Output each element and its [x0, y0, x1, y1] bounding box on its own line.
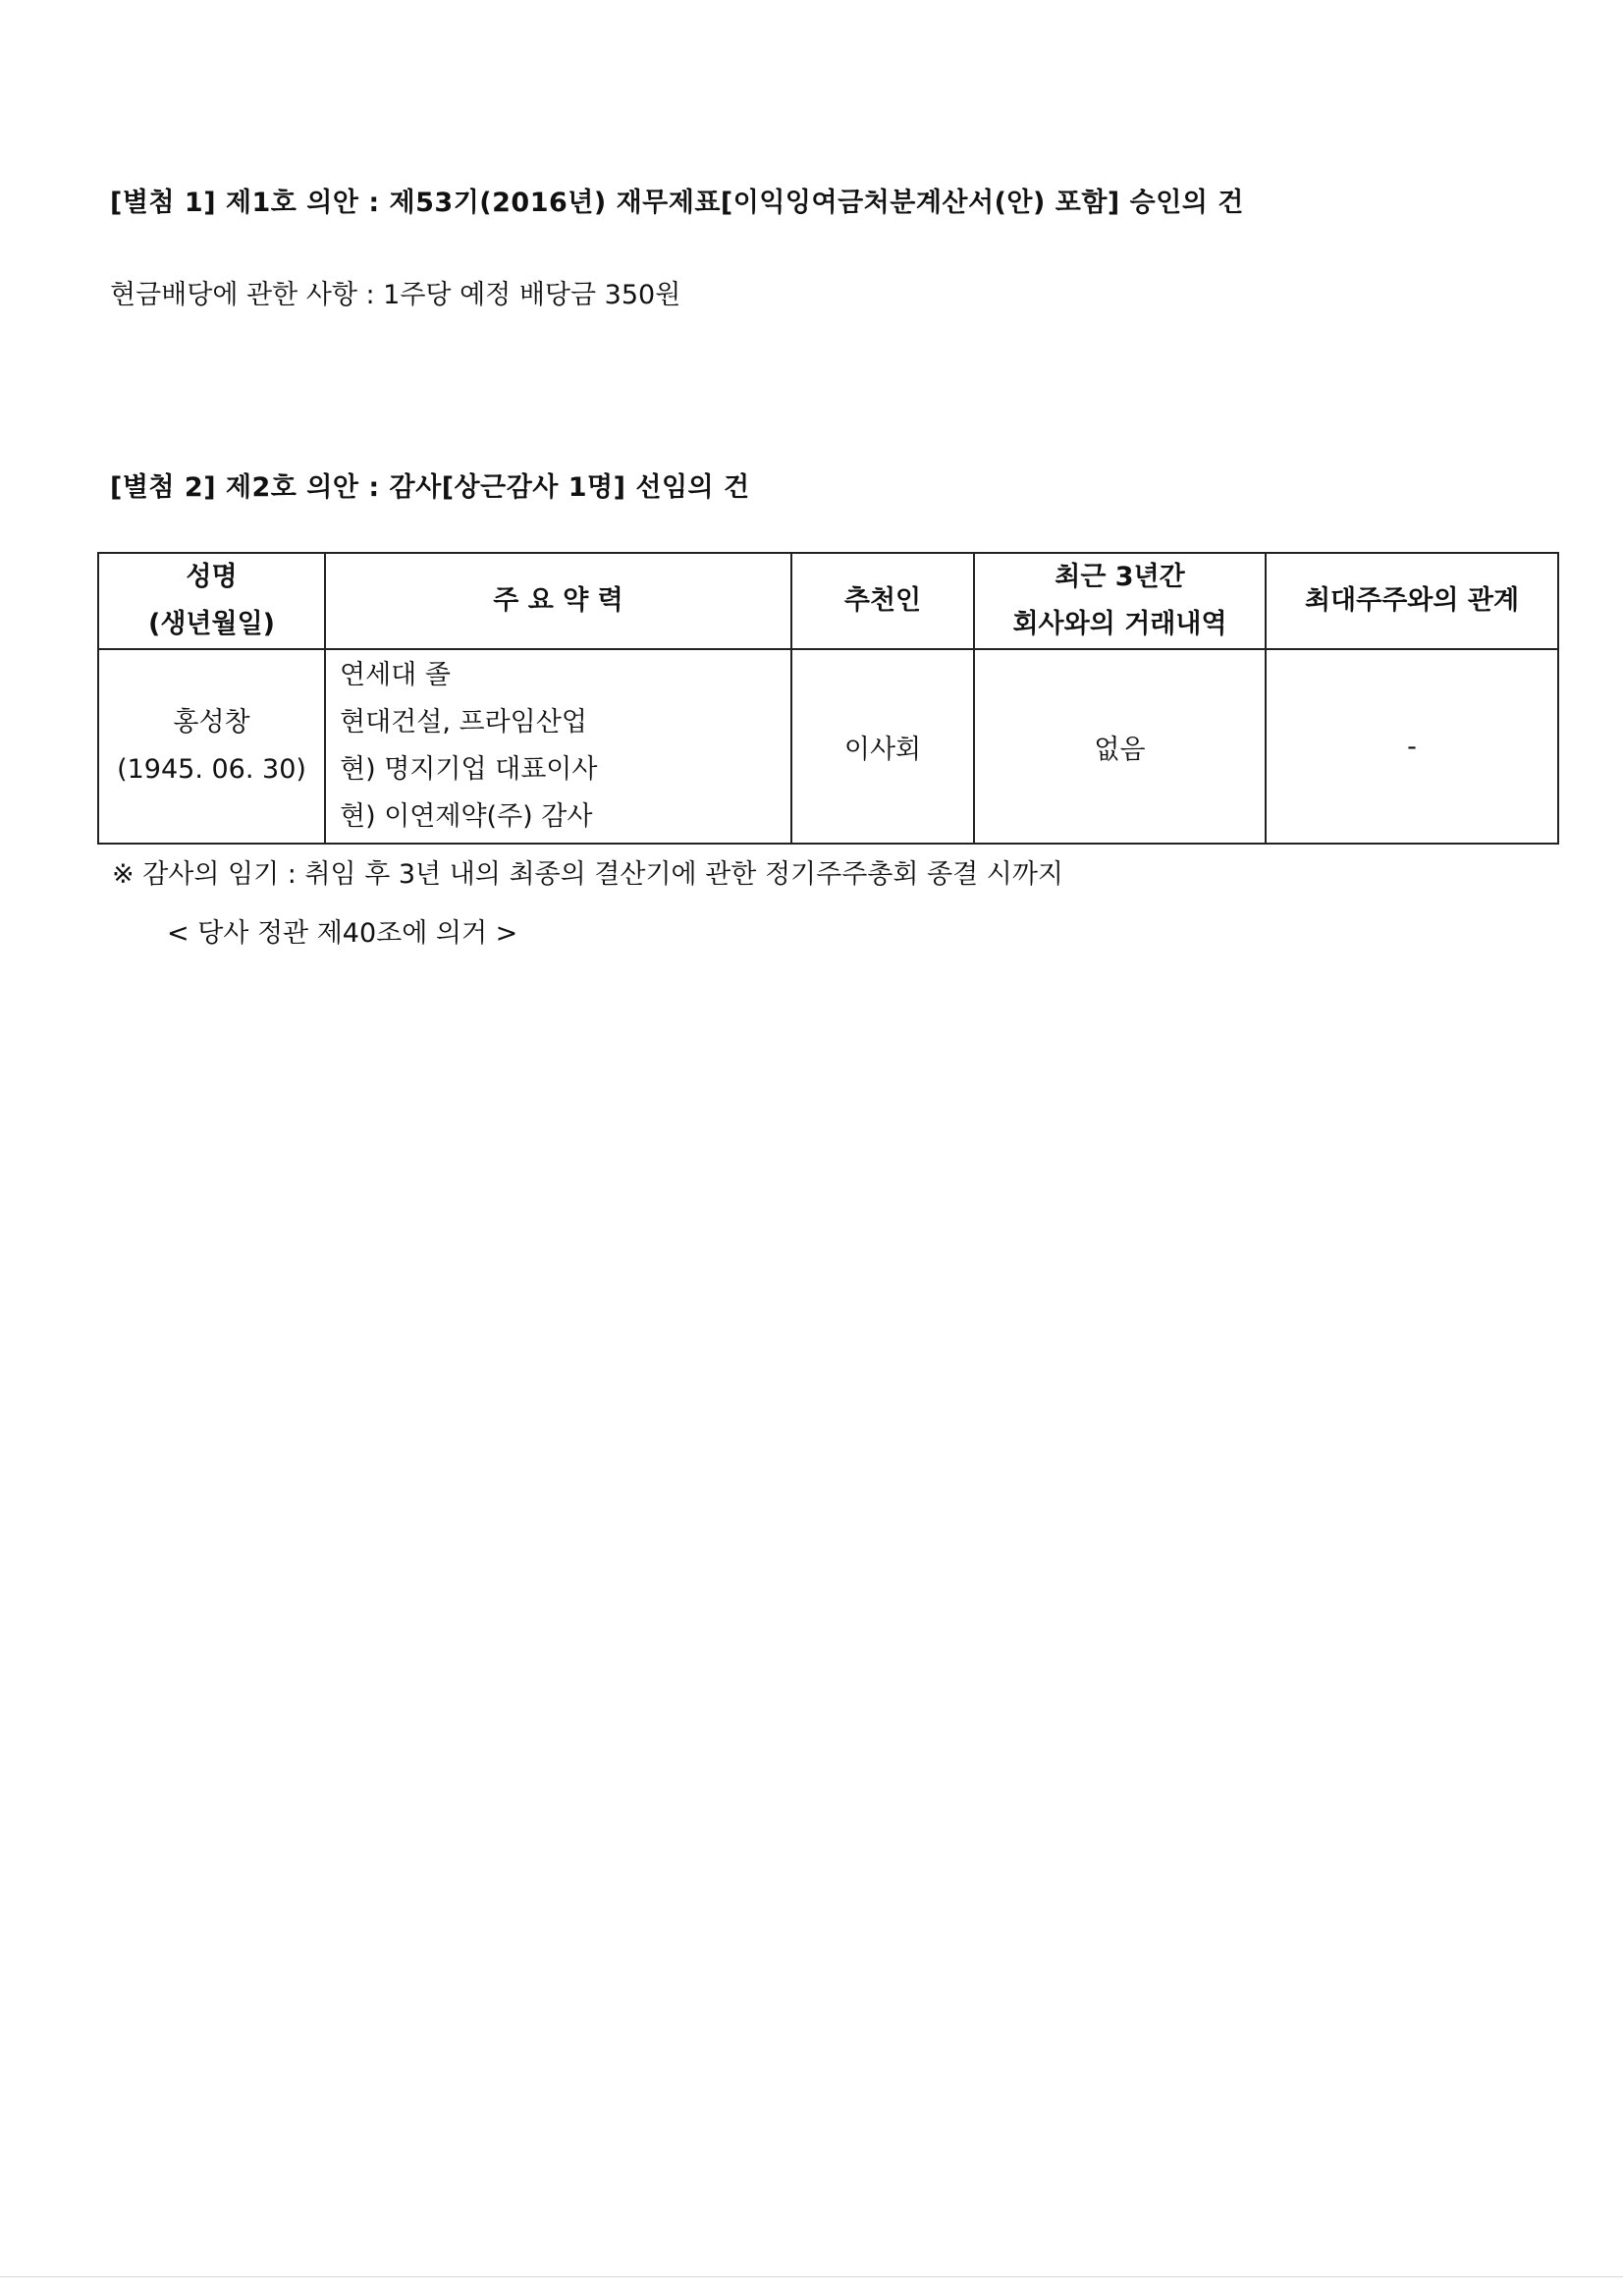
- candidate-relation: -: [1266, 649, 1558, 844]
- header-career: 주 요 약 력: [325, 553, 791, 649]
- dividend-note: 현금배당에 관한 사항 : 1주당 예정 배당금 350원: [110, 280, 681, 310]
- annex1-heading: [별첨 1] 제1호 의안 : 제53기(2016년) 재무제표[이익잉여금처분계산서(안) 포함] 승인의 건: [110, 188, 1244, 218]
- header-transactions-line1: 최근 3년간: [1055, 562, 1185, 592]
- header-transactions-line2: 회사와의 거래내역: [1012, 609, 1227, 639]
- table-row: [98, 649, 1558, 844]
- annex2-heading: [별첨 2] 제2호 의안 : 감사[상근감사 1명] 선임의 건: [110, 472, 750, 503]
- career-item: 현대건설, 프라임산업: [340, 707, 587, 738]
- header-name-label: 성명: [186, 562, 238, 592]
- career-item: 연세대 졸: [340, 660, 451, 690]
- candidate-name: 홍성창: [173, 707, 250, 738]
- term-note: ※ 감사의 임기 : 취임 후 3년 내의 최종의 결산기에 관한 정기주주총회 종결 시까지: [112, 859, 1064, 890]
- header-transactions: [974, 553, 1266, 649]
- header-relation: 최대주주와의 관계: [1266, 553, 1558, 649]
- candidate-recommender: 이사회: [791, 649, 974, 844]
- header-birthdate-label: (생년월일): [147, 609, 275, 639]
- career-item: 현) 이연제약(주) 감사: [340, 801, 593, 832]
- candidate-transactions: 없음: [974, 649, 1266, 844]
- scan-edge-line: [0, 2276, 1623, 2277]
- table-header-row: [98, 553, 1558, 649]
- candidate-birthdate: (1945. 06. 30): [117, 754, 306, 785]
- career-item: 현) 명지기업 대표이사: [340, 754, 598, 785]
- candidate-career-cell: [325, 649, 791, 844]
- header-recommender: 추천인: [791, 553, 974, 649]
- header-name: [98, 553, 325, 649]
- articles-basis-note: < 당사 정관 제40조에 의거 >: [167, 918, 518, 949]
- candidate-name-cell: [98, 649, 325, 844]
- auditor-candidate-table: [97, 552, 1559, 845]
